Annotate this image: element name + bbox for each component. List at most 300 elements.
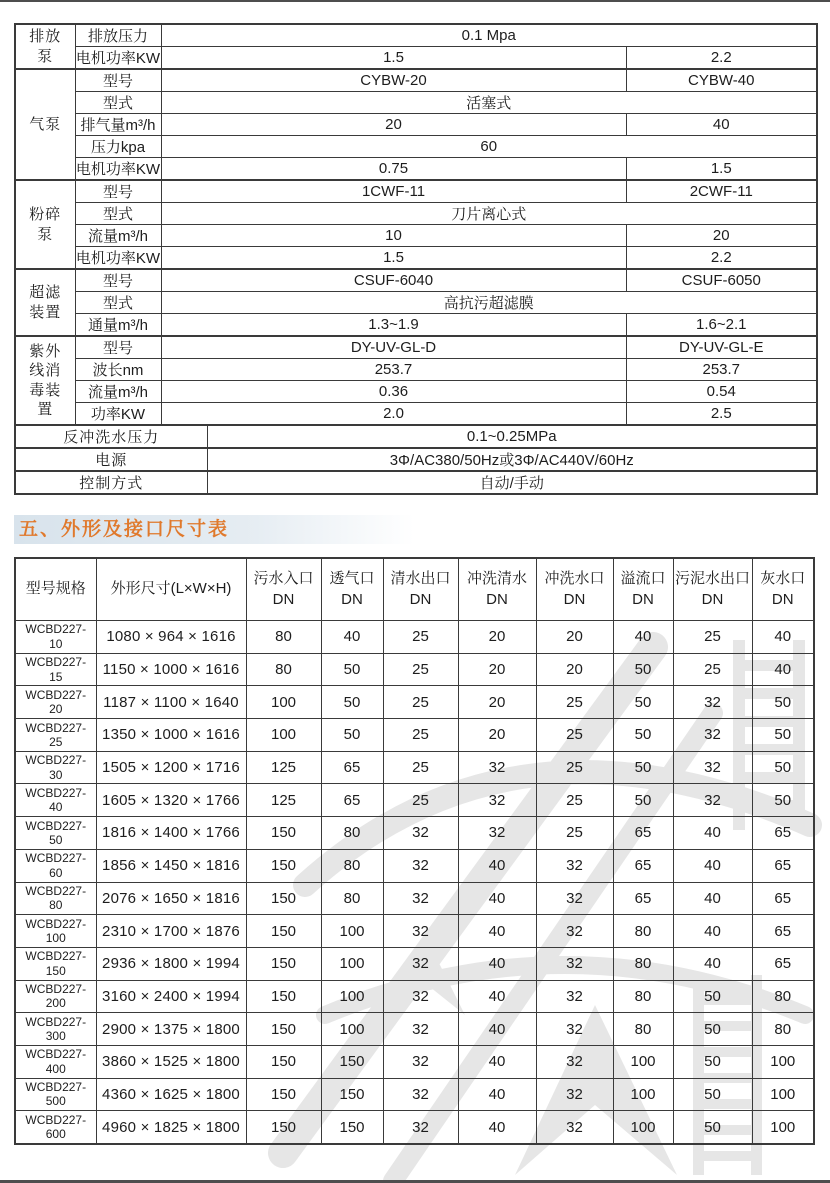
- dimensions-cell: 2936 × 1800 × 1994: [96, 947, 246, 980]
- spec-value: 60: [161, 136, 817, 158]
- spec-value: 20: [626, 225, 817, 247]
- dim-header-title: 外形尺寸(L×W×H): [110, 580, 232, 598]
- spec-row: [15, 69, 817, 92]
- spec-value: 2.5: [626, 403, 817, 426]
- dn-value-cell: 25: [536, 817, 613, 850]
- spec-value: DY-UV-GL-E: [626, 336, 817, 359]
- dn-value-cell: 32: [673, 784, 752, 817]
- spec-row: [15, 158, 817, 181]
- dn-value-cell: 32: [383, 882, 458, 915]
- spec-param-label: 型式: [75, 92, 161, 114]
- dimensions-cell: 4960 × 1825 × 1800: [96, 1111, 246, 1144]
- model-prefix: WCBD227-: [25, 818, 87, 833]
- spec-row: [15, 114, 817, 136]
- dn-value-cell: 40: [458, 915, 536, 948]
- dn-value-cell: 25: [536, 686, 613, 719]
- dn-value-cell: 32: [458, 751, 536, 784]
- dn-value-cell: 80: [752, 980, 814, 1013]
- spec-footer-label: 控制方式: [15, 471, 207, 494]
- model-size: 20: [49, 702, 63, 717]
- spec-value: 0.75: [161, 158, 626, 181]
- spec-param-label: 功率KW: [75, 403, 161, 426]
- spec-row: [15, 336, 817, 359]
- dn-value-cell: 80: [246, 653, 321, 686]
- model-prefix: WCBD227-: [25, 687, 87, 702]
- model-size: 500: [45, 1094, 66, 1109]
- dim-header-unit: DN: [563, 590, 586, 608]
- spec-param-label: 电机功率KW: [75, 247, 161, 270]
- model-cell: [15, 751, 96, 784]
- dimensions-cell: 1080 × 964 × 1616: [96, 621, 246, 654]
- dim-row: [15, 621, 814, 654]
- dim-row: [15, 719, 814, 752]
- model-cell: [15, 980, 96, 1013]
- model-size: 15: [49, 669, 63, 684]
- spec-value: 2.2: [626, 47, 817, 70]
- model-prefix: WCBD227-: [25, 982, 87, 997]
- dn-value-cell: 80: [613, 915, 673, 948]
- dn-value-cell: 65: [752, 817, 814, 850]
- dn-value-cell: 40: [752, 653, 814, 686]
- spec-value: CYBW-40: [626, 69, 817, 92]
- dn-value-cell: 150: [246, 1111, 321, 1144]
- dn-value-cell: 40: [673, 947, 752, 980]
- dimensions-cell: 1856 × 1450 × 1816: [96, 849, 246, 882]
- spec-param-label: 排气量m³/h: [75, 114, 161, 136]
- dimensions-cell: 2900 × 1375 × 1800: [96, 1013, 246, 1046]
- dn-value-cell: 32: [536, 1078, 613, 1111]
- dn-value-cell: 100: [321, 915, 383, 948]
- dn-value-cell: 32: [383, 1045, 458, 1078]
- dn-value-cell: 80: [752, 1013, 814, 1046]
- spec-value: 刀片离心式: [161, 203, 817, 225]
- dn-value-cell: 65: [321, 784, 383, 817]
- dn-value-cell: 40: [458, 947, 536, 980]
- dn-value-cell: 32: [383, 849, 458, 882]
- dn-value-cell: 32: [536, 849, 613, 882]
- spec-value: 2.0: [161, 403, 626, 426]
- spec-param-label: 型号: [75, 69, 161, 92]
- dn-value-cell: 32: [383, 817, 458, 850]
- section-title: 五、外形及接口尺寸表: [14, 515, 449, 544]
- dn-value-cell: 32: [536, 915, 613, 948]
- dimensions-cell: 4360 × 1625 × 1800: [96, 1078, 246, 1111]
- spec-row: [15, 403, 817, 426]
- dn-value-cell: 125: [246, 784, 321, 817]
- page-top-border: [0, 0, 830, 2]
- model-cell: [15, 915, 96, 948]
- dn-value-cell: 32: [383, 1078, 458, 1111]
- dim-column-header: [96, 558, 246, 621]
- dn-value-cell: 32: [383, 1013, 458, 1046]
- dn-value-cell: 65: [321, 751, 383, 784]
- dn-value-cell: 40: [321, 621, 383, 654]
- dn-value-cell: 100: [321, 1013, 383, 1046]
- spec-value: 0.54: [626, 381, 817, 403]
- dn-value-cell: 32: [383, 1111, 458, 1144]
- dn-value-cell: 125: [246, 751, 321, 784]
- spec-row: [15, 292, 817, 314]
- dim-header-unit: DN: [272, 590, 295, 608]
- dim-row: [15, 784, 814, 817]
- dn-value-cell: 80: [321, 882, 383, 915]
- spec-footer-label: 反冲洗水压力: [15, 425, 207, 448]
- dim-header-title: 冲洗水口: [544, 570, 605, 588]
- dim-row: [15, 882, 814, 915]
- dn-value-cell: 32: [536, 882, 613, 915]
- dn-value-cell: 100: [246, 686, 321, 719]
- dn-value-cell: 50: [321, 686, 383, 719]
- dn-value-cell: 40: [458, 1045, 536, 1078]
- spec-group-label: 排放泵: [15, 24, 75, 69]
- model-prefix: WCBD227-: [25, 720, 87, 735]
- dn-value-cell: 65: [752, 915, 814, 948]
- dim-header-title: 污泥水出口: [674, 570, 750, 588]
- dn-value-cell: 40: [458, 1078, 536, 1111]
- dn-value-cell: 20: [458, 719, 536, 752]
- dim-row: [15, 915, 814, 948]
- model-prefix: WCBD227-: [25, 883, 87, 898]
- model-cell: [15, 1045, 96, 1078]
- dim-row: [15, 849, 814, 882]
- dn-value-cell: 50: [673, 1013, 752, 1046]
- dn-value-cell: 25: [673, 653, 752, 686]
- dim-column-header: [246, 558, 321, 621]
- model-size: 200: [45, 996, 66, 1011]
- dn-value-cell: 32: [383, 980, 458, 1013]
- model-cell: [15, 621, 96, 654]
- spec-param-label: 流量m³/h: [75, 381, 161, 403]
- dim-column-header: [15, 558, 96, 621]
- spec-param-label: 型式: [75, 203, 161, 225]
- dn-value-cell: 100: [752, 1045, 814, 1078]
- spec-row: [15, 24, 817, 47]
- dn-value-cell: 150: [246, 882, 321, 915]
- dn-value-cell: 80: [321, 817, 383, 850]
- dn-value-cell: 32: [458, 817, 536, 850]
- dn-value-cell: 100: [613, 1111, 673, 1144]
- dim-header-title: 污水入口: [253, 570, 314, 588]
- dim-header-unit: DN: [701, 590, 724, 608]
- spec-value: CYBW-20: [161, 69, 626, 92]
- spec-group-label: 紫外线消毒装置: [15, 336, 75, 425]
- dim-row: [15, 1045, 814, 1078]
- spec-footer-label: 电源: [15, 448, 207, 471]
- spec-value: 2.2: [626, 247, 817, 270]
- model-size: 100: [45, 931, 66, 946]
- dn-value-cell: 50: [752, 719, 814, 752]
- model-size: 10: [49, 636, 63, 651]
- spec-value: 10: [161, 225, 626, 247]
- dn-value-cell: 25: [673, 621, 752, 654]
- equipment-spec-table: [14, 23, 818, 495]
- model-cell: [15, 719, 96, 752]
- spec-value: 1.5: [161, 47, 626, 70]
- model-prefix: WCBD227-: [25, 1112, 87, 1127]
- dn-value-cell: 32: [536, 1045, 613, 1078]
- model-size: 300: [45, 1029, 66, 1044]
- model-prefix: WCBD227-: [25, 851, 87, 866]
- spec-value: 1.5: [626, 158, 817, 181]
- dim-header-title: 冲洗清水: [466, 570, 527, 588]
- spec-row: [15, 203, 817, 225]
- spec-row: [15, 180, 817, 203]
- dn-value-cell: 80: [613, 947, 673, 980]
- spec-param-label: 压力kpa: [75, 136, 161, 158]
- dn-value-cell: 150: [246, 817, 321, 850]
- dim-column-header: [613, 558, 673, 621]
- dimensions-cell: 2076 × 1650 × 1816: [96, 882, 246, 915]
- spec-value: CSUF-6040: [161, 269, 626, 292]
- dn-value-cell: 150: [246, 1045, 321, 1078]
- spec-param-label: 型号: [75, 180, 161, 203]
- dn-value-cell: 20: [458, 653, 536, 686]
- dn-value-cell: 50: [613, 686, 673, 719]
- model-cell: [15, 1078, 96, 1111]
- dn-value-cell: 25: [383, 653, 458, 686]
- dn-value-cell: 20: [458, 686, 536, 719]
- spec-group-label: 气泵: [15, 69, 75, 180]
- model-prefix: WCBD227-: [25, 655, 87, 670]
- dn-value-cell: 20: [536, 621, 613, 654]
- spec-value: 253.7: [626, 359, 817, 381]
- dn-value-cell: 65: [613, 817, 673, 850]
- spec-param-label: 型号: [75, 336, 161, 359]
- dn-value-cell: 80: [321, 849, 383, 882]
- dn-value-cell: 50: [673, 980, 752, 1013]
- dn-value-cell: 32: [536, 1111, 613, 1144]
- dn-value-cell: 50: [752, 686, 814, 719]
- dn-value-cell: 32: [536, 947, 613, 980]
- dim-header-unit: DN: [341, 590, 363, 608]
- dn-value-cell: 65: [752, 882, 814, 915]
- dimensions-cell: 3860 × 1525 × 1800: [96, 1045, 246, 1078]
- dn-value-cell: 150: [246, 915, 321, 948]
- dim-row: [15, 751, 814, 784]
- dn-value-cell: 40: [673, 817, 752, 850]
- dim-header-title: 溢流口: [620, 570, 666, 588]
- spec-row: [15, 314, 817, 337]
- dimensions-cell: 1816 × 1400 × 1766: [96, 817, 246, 850]
- spec-param-label: 波长nm: [75, 359, 161, 381]
- dn-value-cell: 150: [246, 1013, 321, 1046]
- spec-param-label: 通量m³/h: [75, 314, 161, 337]
- spec-footer-row: [15, 448, 817, 471]
- dim-column-header: [321, 558, 383, 621]
- dn-value-cell: 25: [536, 719, 613, 752]
- spec-param-label: 电机功率KW: [75, 47, 161, 70]
- model-cell: [15, 1111, 96, 1144]
- spec-footer-row: [15, 425, 817, 448]
- spec-param-label: 型式: [75, 292, 161, 314]
- dn-value-cell: 25: [536, 751, 613, 784]
- dn-value-cell: 65: [613, 849, 673, 882]
- model-prefix: WCBD227-: [25, 785, 87, 800]
- dn-value-cell: 65: [752, 947, 814, 980]
- dn-value-cell: 32: [383, 915, 458, 948]
- dn-value-cell: 50: [752, 751, 814, 784]
- spec-row: [15, 269, 817, 292]
- dn-value-cell: 100: [752, 1111, 814, 1144]
- model-prefix: WCBD227-: [25, 1014, 87, 1029]
- dimensions-cell: 1605 × 1320 × 1766: [96, 784, 246, 817]
- dn-value-cell: 20: [458, 621, 536, 654]
- spec-value: 0.36: [161, 381, 626, 403]
- spec-value: 20: [161, 114, 626, 136]
- model-cell: [15, 882, 96, 915]
- dn-value-cell: 32: [458, 784, 536, 817]
- dim-row: [15, 686, 814, 719]
- dn-value-cell: 40: [613, 621, 673, 654]
- spec-value: 高抗污超滤膜: [161, 292, 817, 314]
- dn-value-cell: 50: [613, 784, 673, 817]
- model-prefix: WCBD227-: [25, 949, 87, 964]
- dim-row: [15, 980, 814, 1013]
- dim-column-header: [752, 558, 814, 621]
- spec-row: [15, 225, 817, 247]
- spec-value: 1.5: [161, 247, 626, 270]
- dim-column-header: [383, 558, 458, 621]
- dimensions-cell: 2310 × 1700 × 1876: [96, 915, 246, 948]
- dn-value-cell: 25: [383, 621, 458, 654]
- dim-header-unit: DN: [632, 590, 654, 608]
- dim-row: [15, 1013, 814, 1046]
- spec-value: 1.3~1.9: [161, 314, 626, 337]
- dn-value-cell: 50: [613, 751, 673, 784]
- model-cell: [15, 653, 96, 686]
- spec-group-label: 粉碎泵: [15, 180, 75, 269]
- spec-row: [15, 136, 817, 158]
- dn-value-cell: 25: [383, 751, 458, 784]
- dn-value-cell: 40: [458, 980, 536, 1013]
- dim-row: [15, 947, 814, 980]
- dimensions-cell: 1187 × 1100 × 1640: [96, 686, 246, 719]
- model-cell: [15, 1013, 96, 1046]
- dim-column-header: [458, 558, 536, 621]
- spec-row: [15, 47, 817, 70]
- dn-value-cell: 100: [613, 1078, 673, 1111]
- model-prefix: WCBD227-: [25, 1047, 87, 1062]
- dn-value-cell: 25: [383, 784, 458, 817]
- dn-value-cell: 150: [321, 1045, 383, 1078]
- dn-value-cell: 25: [383, 686, 458, 719]
- model-cell: [15, 947, 96, 980]
- dim-header-title: 清水出口: [390, 570, 451, 588]
- dn-value-cell: 40: [673, 915, 752, 948]
- dn-value-cell: 150: [246, 849, 321, 882]
- dim-header-title: 型号规格: [25, 580, 86, 598]
- model-cell: [15, 784, 96, 817]
- model-size: 600: [45, 1127, 66, 1142]
- dn-value-cell: 40: [673, 849, 752, 882]
- dn-value-cell: 32: [673, 751, 752, 784]
- dn-value-cell: 50: [321, 719, 383, 752]
- dim-row: [15, 653, 814, 686]
- dn-value-cell: 32: [536, 1013, 613, 1046]
- model-size: 60: [49, 865, 63, 880]
- spec-param-label: 型号: [75, 269, 161, 292]
- dn-value-cell: 100: [613, 1045, 673, 1078]
- model-size: 150: [45, 963, 66, 978]
- model-cell: [15, 849, 96, 882]
- spec-value: 1CWF-11: [161, 180, 626, 203]
- spec-value: 253.7: [161, 359, 626, 381]
- dim-column-header: [673, 558, 752, 621]
- dn-value-cell: 40: [458, 849, 536, 882]
- spec-value: 0.1 Mpa: [161, 24, 817, 47]
- dn-value-cell: 100: [321, 980, 383, 1013]
- model-cell: [15, 686, 96, 719]
- dn-value-cell: 150: [246, 947, 321, 980]
- model-prefix: WCBD227-: [25, 753, 87, 768]
- dn-value-cell: 150: [321, 1111, 383, 1144]
- dn-value-cell: 40: [458, 1111, 536, 1144]
- dn-value-cell: 50: [613, 653, 673, 686]
- dn-value-cell: 32: [383, 947, 458, 980]
- model-size: 25: [49, 734, 63, 749]
- dn-value-cell: 40: [673, 882, 752, 915]
- dn-value-cell: 32: [673, 686, 752, 719]
- spec-footer-value: 3Φ/AC380/50Hz或3Φ/AC440V/60Hz: [207, 448, 817, 471]
- model-prefix: WCBD227-: [25, 622, 87, 637]
- dimensions-cell: 1350 × 1000 × 1616: [96, 719, 246, 752]
- spec-value: CSUF-6050: [626, 269, 817, 292]
- dn-value-cell: 40: [458, 1013, 536, 1046]
- dn-value-cell: 50: [673, 1045, 752, 1078]
- dn-value-cell: 50: [673, 1111, 752, 1144]
- spec-footer-value: 0.1~0.25MPa: [207, 425, 817, 448]
- dn-value-cell: 100: [752, 1078, 814, 1111]
- model-size: 40: [49, 800, 63, 815]
- model-size: 50: [49, 832, 63, 847]
- model-prefix: WCBD227-: [25, 1080, 87, 1095]
- spec-footer-row: [15, 471, 817, 494]
- spec-row: [15, 359, 817, 381]
- dim-row: [15, 1078, 814, 1111]
- model-prefix: WCBD227-: [25, 916, 87, 931]
- model-cell: [15, 817, 96, 850]
- model-size: 400: [45, 1061, 66, 1076]
- spec-param-label: 流量m³/h: [75, 225, 161, 247]
- model-size: 80: [49, 898, 63, 913]
- dim-header-title: 透气口: [329, 570, 375, 588]
- dn-value-cell: 25: [383, 719, 458, 752]
- spec-value: 1.6~2.1: [626, 314, 817, 337]
- spec-param-label: 排放压力: [75, 24, 161, 47]
- dn-value-cell: 50: [613, 719, 673, 752]
- dn-value-cell: 100: [321, 947, 383, 980]
- dimensions-cell: 3160 × 2400 × 1994: [96, 980, 246, 1013]
- spec-row: [15, 92, 817, 114]
- spec-group-label: 超滤装置: [15, 269, 75, 336]
- dim-header-row: [15, 558, 814, 621]
- dim-header-title: 灰水口: [760, 570, 806, 588]
- dn-value-cell: 40: [752, 621, 814, 654]
- dim-header-unit: DN: [771, 590, 794, 608]
- dn-value-cell: 32: [673, 719, 752, 752]
- dn-value-cell: 65: [613, 882, 673, 915]
- spec-value: 活塞式: [161, 92, 817, 114]
- spec-row: [15, 247, 817, 270]
- dim-header-unit: DN: [409, 590, 432, 608]
- dn-value-cell: 150: [246, 980, 321, 1013]
- spec-value: DY-UV-GL-D: [161, 336, 626, 359]
- dn-value-cell: 80: [613, 1013, 673, 1046]
- dimensions-cell: 1505 × 1200 × 1716: [96, 751, 246, 784]
- model-size: 30: [49, 767, 63, 782]
- dn-value-cell: 25: [536, 784, 613, 817]
- dn-value-cell: 40: [458, 882, 536, 915]
